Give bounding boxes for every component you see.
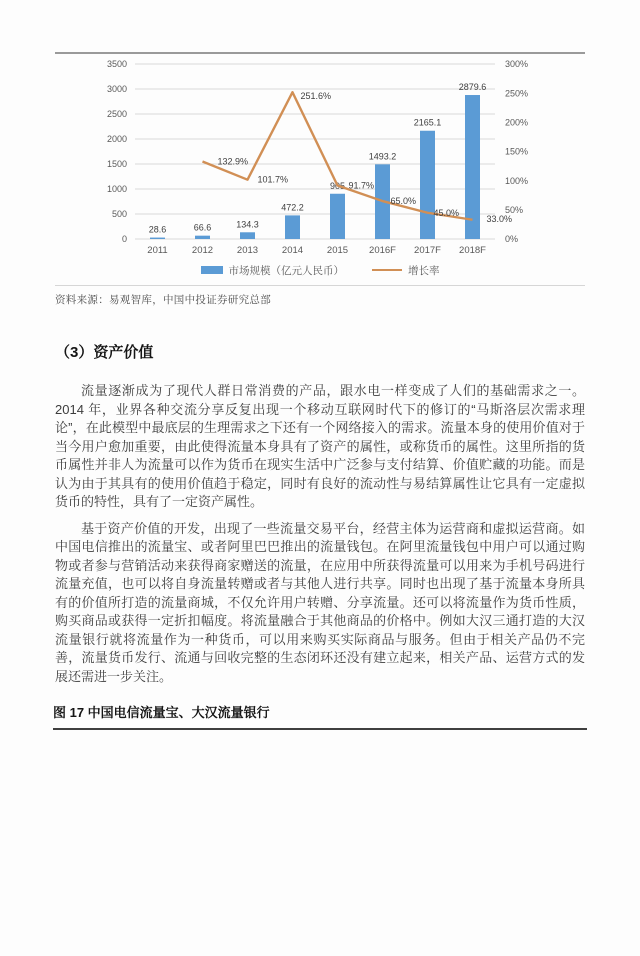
market-size-bar bbox=[465, 95, 480, 239]
left-axis-tick-label: 2500 bbox=[106, 109, 127, 120]
bar-value-label: 2879.6 bbox=[458, 82, 487, 93]
paragraph-1: 流量逐渐成为了现代人群日常消费的产品，跟水电一样变成了人们的基础需求之一。2014 年，业界各种交流分享反复出现一个移动互联网时代下的修订的“马斯洛层次需求理论”，在此模型中最底层的生理需求之下还有一个网络接入的需求。流量本身的使用价值对于当今用户愈加重要，由此使得流量本身具有了资产的属性，或称货币的属性。这里所指的货币属性并非人为流量可以作为货币在现实生活中广泛参与支付结算、价值贮藏的功能。而是认为由于其具有的使用价值趋于稳定，同时有良好的流动性与易结算属性让它具有一定虚拟货币的特性，具有了一定资产属性。 bbox=[55, 383, 585, 509]
line-value-label: 91.7% bbox=[348, 180, 375, 191]
x-axis-label: 2011 bbox=[147, 245, 168, 256]
line-value-label: 101.7% bbox=[257, 174, 289, 185]
left-axis-tick-label: 1500 bbox=[106, 159, 127, 170]
market-size-growth-chart bbox=[55, 54, 585, 259]
left-axis-tick-label: 1000 bbox=[106, 184, 127, 195]
line-value-label: 45.0% bbox=[433, 207, 460, 218]
market-size-bar bbox=[195, 236, 210, 239]
bar-value-label: 134.3 bbox=[236, 219, 259, 230]
legend-item-market-size bbox=[201, 263, 345, 278]
right-axis-tick-label: 0% bbox=[505, 234, 519, 245]
line-value-label: 251.6% bbox=[300, 91, 332, 102]
bar-value-label: 2165.1 bbox=[413, 117, 442, 128]
bar-value-label: 66.6 bbox=[193, 222, 212, 233]
left-axis-tick-label: 0 bbox=[121, 234, 127, 245]
market-size-bar bbox=[330, 194, 345, 239]
bar-series-swatch-icon bbox=[201, 266, 223, 274]
line-value-label: 65.0% bbox=[390, 196, 417, 207]
x-axis-label: 2017F bbox=[414, 245, 441, 256]
legend-label-growth-rate: 增长率 bbox=[408, 264, 440, 277]
line-value-label: 132.9% bbox=[217, 156, 249, 167]
right-axis-tick-label: 50% bbox=[505, 205, 524, 216]
market-size-bar bbox=[150, 238, 165, 239]
page-container bbox=[0, 52, 640, 956]
line-series-swatch-icon bbox=[372, 269, 402, 271]
figure-caption: 图 17 中国电信流量宝、大汉流量银行 bbox=[53, 702, 587, 730]
right-axis-tick-label: 100% bbox=[505, 175, 529, 186]
right-axis-tick-label: 150% bbox=[505, 146, 529, 157]
left-axis-tick-label: 2000 bbox=[106, 134, 127, 145]
x-axis-label: 2014 bbox=[281, 245, 304, 256]
line-value-label: 33.0% bbox=[486, 213, 513, 224]
x-axis-label: 2013 bbox=[236, 245, 259, 256]
right-axis-tick-label: 250% bbox=[505, 88, 529, 99]
x-axis-label: 2018F bbox=[459, 245, 486, 256]
left-axis-tick-label: 500 bbox=[111, 209, 127, 220]
chart-legend bbox=[55, 259, 585, 281]
report-page bbox=[0, 52, 640, 956]
legend-label-market-size: 市场规模（亿元人民币） bbox=[228, 264, 344, 277]
left-axis-tick-label: 3500 bbox=[106, 59, 127, 70]
bar-value-label: 28.6 bbox=[148, 224, 167, 235]
x-axis-label: 2012 bbox=[191, 245, 214, 256]
bar-value-label: 472.2 bbox=[281, 202, 304, 213]
market-size-bar bbox=[240, 232, 255, 239]
bar-value-label: 1493.2 bbox=[368, 151, 397, 162]
market-size-bar bbox=[285, 215, 300, 239]
figure-market-chart bbox=[55, 52, 585, 286]
legend-item-growth-rate bbox=[372, 263, 440, 278]
paragraph-2: 基于资产价值的开发，出现了一些流量交易平台，经营主体为运营商和虚拟运营商。如中国电信推出的流量宝、或者阿里巴巴推出的流量钱包。在阿里流量钱包中用户可以通过购物或者参与营销活动来获得商家赠送的流量，在应用中所获得流量可以用来为手机号码进行流量充值，也可以将自身流量转赠或者与其他人进行共享。同时也出现了基于流量本身所具有的价值所打造的流量商城，不仅允许用户转赠、分享流量。还可以将流量作为货币性质，购买商品或获得一定折扣幅度。将流量融合于其他商品的价格中。例如大汉三通打造的大汉流量银行就将流量作为一种货币，可以用来购买实际商品与服务。但由于相关产品仍不完善，流量货币发行、流通与回收完整的生态闭环还没有建立起来，相关产品、运营方式的发展还需进一步关注。 bbox=[55, 520, 585, 684]
section-heading: （3）资产价值 bbox=[55, 344, 154, 361]
chart-source-line: 资料来源：易观智库，中国中投证券研究总部 bbox=[55, 294, 271, 306]
left-axis-tick-label: 3000 bbox=[106, 84, 127, 95]
market-size-bar bbox=[420, 131, 435, 239]
right-axis-tick-label: 300% bbox=[505, 59, 529, 70]
x-axis-label: 2016F bbox=[369, 245, 396, 256]
bar-value-label: 905 bbox=[329, 180, 346, 191]
x-axis-label: 2015 bbox=[326, 245, 349, 256]
right-axis-tick-label: 200% bbox=[505, 117, 529, 128]
